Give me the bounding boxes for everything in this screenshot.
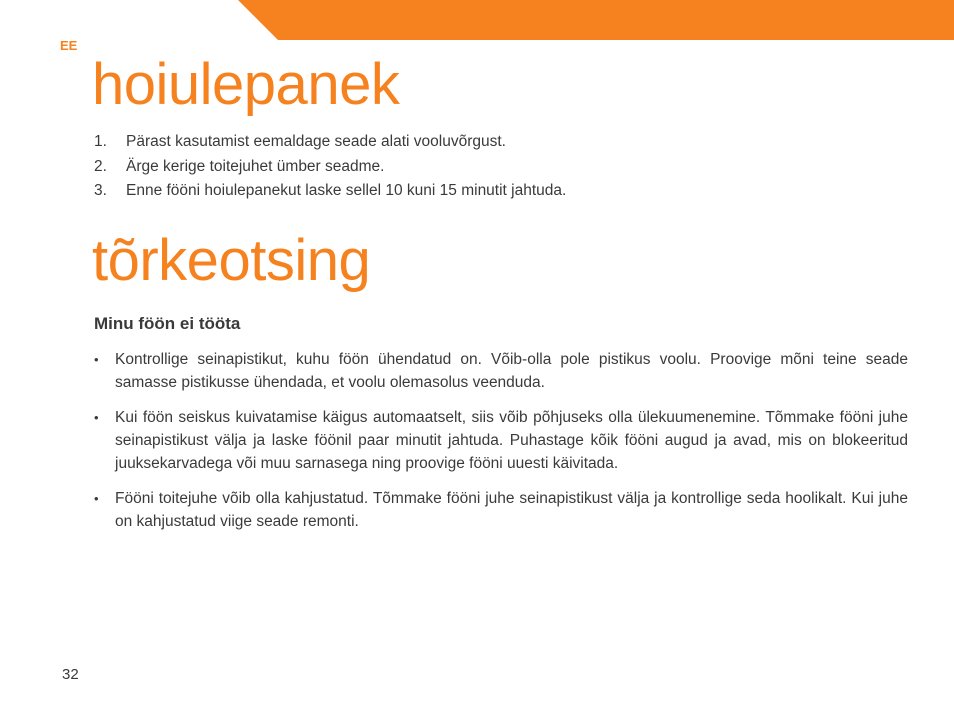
bullet-text: Kui föön seiskus kuivatamise käigus automaatselt, siis võib põhjuseks olla ülekuumenemine. Tõmmake fööni juhe seinapistikust välja ja laske föönil paar minutit jahtuda. Puhastage kõik fööni augud ja avad, mis on blokeeritud juuksekarvadega või muu sarnasega ning proovige fööni uuesti käivitada.: [115, 409, 908, 472]
step-text: Ärge kerige toitejuhet ümber seadme.: [126, 157, 385, 175]
step-number: 2.: [94, 157, 107, 175]
troubleshooting-subheading: Minu föön ei tööta: [94, 314, 241, 333]
step-number: 1.: [94, 133, 107, 150]
storage-steps-list: [94, 130, 566, 204]
step-text: Pärast kasutamist eemaldage seade alati vooluvõrgust.: [126, 133, 506, 150]
language-tag: EE: [60, 38, 78, 53]
bullet-icon: •: [94, 491, 99, 506]
list-item: [94, 406, 908, 475]
list-item: [94, 130, 566, 155]
storage-heading: hoiulepanek: [92, 52, 400, 117]
page-number: 32: [62, 666, 79, 683]
list-item: [94, 179, 566, 204]
troubleshooting-heading: tõrkeotsing: [92, 228, 371, 293]
list-item: [94, 348, 908, 394]
step-text: Enne fööni hoiulepanekut laske sellel 10 kuni 15 minutit jahtuda.: [126, 182, 567, 199]
bullet-icon: •: [94, 352, 99, 367]
list-item: [94, 155, 566, 180]
header-accent-band: [238, 0, 954, 40]
bullet-text: Kontrollige seinapistikut, kuhu föön ühendatud on. Võib-olla pole pistikus voolu. Proovige mõni teine seade samasse pistikusse ühendada, et voolu olemasolus veenduda.: [115, 351, 908, 391]
bullet-text: Fööni toitejuhe võib olla kahjustatud. Tõmmake fööni juhe seinapistikust välja ja kontrollige seda hoolikalt. Kui juhe on kahjustatud viige seade remonti.: [115, 490, 908, 530]
troubleshooting-list: [94, 348, 908, 545]
step-number: 3.: [94, 182, 107, 199]
list-item: [94, 487, 908, 533]
bullet-icon: •: [94, 410, 99, 425]
